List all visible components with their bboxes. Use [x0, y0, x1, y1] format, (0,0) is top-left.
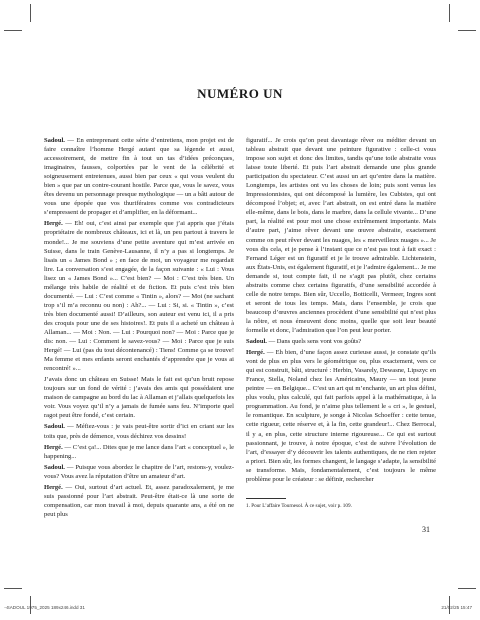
paragraph-text: figuratif... Je crois qu’on peut davantage rêver ou méditer devant un tableau abstrait que devant une peinture figurative : celle-ci vous impose son sujet et donc des limites, tandis qu’une toile abstraite vous laisse toute liberté. Et puis l’art abstrait demande une plus grande participation du spectateur. C’est aussi un art qu’entre dans la matière. Longtemps, les artistes ont vu les choses de loin; puis sont venus les Impressionnistes, qui ont décomposé la lumière, les Cubistes, qui ont décomposé l’objet; et, avec l’art abstrait, on est entré dans la matière elle-même, dans le bois, dans le marbre, dans la cellule vivante... D’une part, la réalité est pour moi une chose extrêmement importante. Mais d’autre part, j’aime rêver devant une œuvre abstraite, exactement comme on peut rêver devant les nuages, les « merveilleux nuages »... Je vous dis cela, et je pense à l’instant que ce n’est pas tout à fait exact : Fernand Léger est un figuratif et je le trouve admirable. Lichtenstein, aux États-Unis, est également figuratif, et je l’admire également... Je me demande si, tout compte fait, il ne s’agit pas plutôt, chez certains abstraits comme chez certains figuratifs, d’une sensibilité accordée à celle de notre temps. Bien sûr, Uccello, Botticelli, Vermeer, Ingres sont et seront de tous les temps. Mais, dans l’ensemble, je crois que beaucoup d’œuvres anciennes procèdent d’une sensibilité qui n’est plus la nôtre, et nous émeuvent donc moins, quelle que soit leur beauté formelle et donc, l’admiration que l’on peut leur porter.	[246, 137, 436, 334]
paragraph-text: — C’est ça!... Dites que je me lance dans l’art « conceptuel », le happening...	[44, 443, 234, 460]
paragraph-text: — Dans quels sens vont vos goûts?	[266, 338, 362, 346]
footnote-rule	[246, 498, 286, 499]
print-slug-file: ¬SADOUL 1975_2025 189x246.indd 31	[4, 605, 85, 610]
paragraph-text: J’avais donc un château en Suisse! Mais le fait est qu’un bruit repose toujours sur un fond de vérité : j’avais des amis qui possédaient une maison de campagne au bord du lac à Allaman et j’allais quelquefois les voir. Vous voyez qu’il n’y a jamais de fumée sans feu. N’importe quel ragot peut être fondé, c’est certain.	[44, 376, 234, 420]
crop-mark-top-left-v	[30, 4, 31, 22]
crop-mark-top-right-h	[458, 30, 476, 31]
paragraph	[246, 348, 436, 484]
print-slug-date: 21/02/25 15:47	[441, 605, 472, 610]
speaker-name: Hergé.	[44, 483, 63, 491]
right-column	[246, 136, 436, 484]
crop-mark-top-left-h	[4, 30, 22, 31]
paragraph-text: — Méfiez-vous : je vais peut-être sortir d’ici en criant sur les toits que, près de démence, vous déchirez vos dessins!	[44, 423, 234, 440]
paragraph	[44, 443, 234, 461]
paragraph-text: — Eh bien, d’une façon assez curieuse aussi, je constate qu’ils vont de plus en plus vers le géométrique ou, plus exactement, vers ce qui est construit, bâti, structuré : Herbin, Vasarely, Dewasne, Lipszyc en France, Stella, Noland chez les Américains, Maury — un tout jeune peintre — en Belgique... C’est un art qui m’enchante, un art plus défini, plus voulu, plus calculé, qui fait parfois appel à la mathématique, à la programmation. Au fond, je n’aime plus tellement le « cri », le gestuel, le romantique. En sculpture, je songe à Nicolas Schoeffer : cette tenue, cette rigueur, cette réserve et, à la fin, cette grandeur!... Chez Berrocal, il y a, en plus, cette structure interne rigoureuse... Ce qui est surtout passionnant, je trouve, à notre époque, c’est de suivre l’évolution de l’art, d’essayer d’y découvrir les talents authentiques, de ne rien rejeter a priori. Bien sûr, les formes changent, le langage s’adapte, la sensibilité se transforme. Mais, fondamentalement, c’est toujours le même problème pour le créateur : se définir, rechercher	[246, 349, 436, 483]
left-column	[44, 136, 234, 519]
speaker-name: Hergé.	[44, 220, 63, 228]
paragraph-text: — Eh! oui, c’est ainsi par exemple que j’ai appris que j’étais propriétaire de nombreux châteaux, ici et là, un peu partout à travers le monde!... Je me souviens d’une petite aventure qui m’est arrivée en Suisse, dans le train Genève-Lausanne, il n’y a pas si longtemps. Je lisais un « James Bond » ; en face de moi, un voyageur me regardait lire. La conversation s’est engagée, de la façon suivante : « Lui : Vous lisez un « James Bond »... C’est bien? — Moi : C’est très bien. Un mélange très habile de réalité et de fiction. Et puis c’est très bien documenté. — Lui : C’est comme « Tintin », alors? — Moi (ne sachant trop s’il m’a reconnu ou non) : Ah?... — Lui : Si, si. « Tintin », c’est très bien documenté aussi! D’ailleurs, son auteur est venu ici, il a pris des croquis pour une de ses histoires!. Et puis il a acheté un château à Allaman... — Moi : Non. — Lui : Pourquoi non? — Moi : Parce que je dis: non. — Lui : Comment le savez-vous? — Moi : Parce que je suis Hergé! — Lui (pas du tout décontenancé) : Tiens! Comme ça se trouve! Ma femme et mes enfants seront enchantés d’apprendre que je vous ai rencontré! »...	[44, 220, 234, 373]
paragraph-text: — En entreprenant cette série d’entretiens, mon projet est de faire connaître l’homme Hergé autant que sa légende et aussi, accessoirement, de mettre fin à tout un tas d’idées préconçues, imaginaires, fausses, colportées par le vent de la célébrité et soigneusement entretenues, aussi bien par ceux « qui vous veulent du bien » que par un contre-courant hostile. Parce que, vous le savez, vous êtes devenu un personnage presque mythologique — un a bâti autour de vous une épopée que vos thuriféraires comme vos contradicteurs s’empressent de propager et d’amplifier, en la déformant...	[44, 137, 234, 217]
paragraph	[44, 463, 234, 481]
speaker-name: Sadoul.	[44, 463, 65, 471]
paragraph	[44, 375, 234, 420]
speaker-name: Sadoul.	[246, 338, 267, 346]
crop-mark-bottom-left-h	[4, 588, 22, 589]
paragraph-text: — Oui, surtout d’art actuel. Et, assez paradoxalement, je me suis passionné pour l’art abstrait. Peut-être était-ce là une sorte de compensation, car mon travail à moi, depuis quarante ans, a été on ne peut plus	[44, 483, 234, 518]
paragraph-text: — Puisque vous abordez le chapitre de l’art, restons-y, voulez-vous? Vous avez la réputation d’être un amateur d’art.	[44, 463, 234, 480]
speaker-name: Hergé.	[246, 349, 265, 357]
speaker-name: Sadoul.	[44, 423, 65, 431]
paragraph	[246, 136, 436, 335]
paragraph	[44, 219, 234, 373]
paragraph	[44, 422, 234, 440]
paragraph	[44, 136, 234, 217]
speaker-name: Hergé.	[44, 443, 63, 451]
crop-mark-bottom-right-h	[458, 588, 476, 589]
paragraph	[246, 337, 436, 346]
footnote: 1. Pour L’affaire Tournesol. À ce sujet, voir p. 109.	[246, 503, 352, 509]
crop-mark-top-right-v	[449, 4, 450, 22]
speaker-name: Sadoul.	[44, 137, 65, 144]
paragraph	[44, 483, 234, 519]
chapter-title: NUMÉRO UN	[197, 86, 283, 101]
page-number: 31	[422, 525, 430, 534]
